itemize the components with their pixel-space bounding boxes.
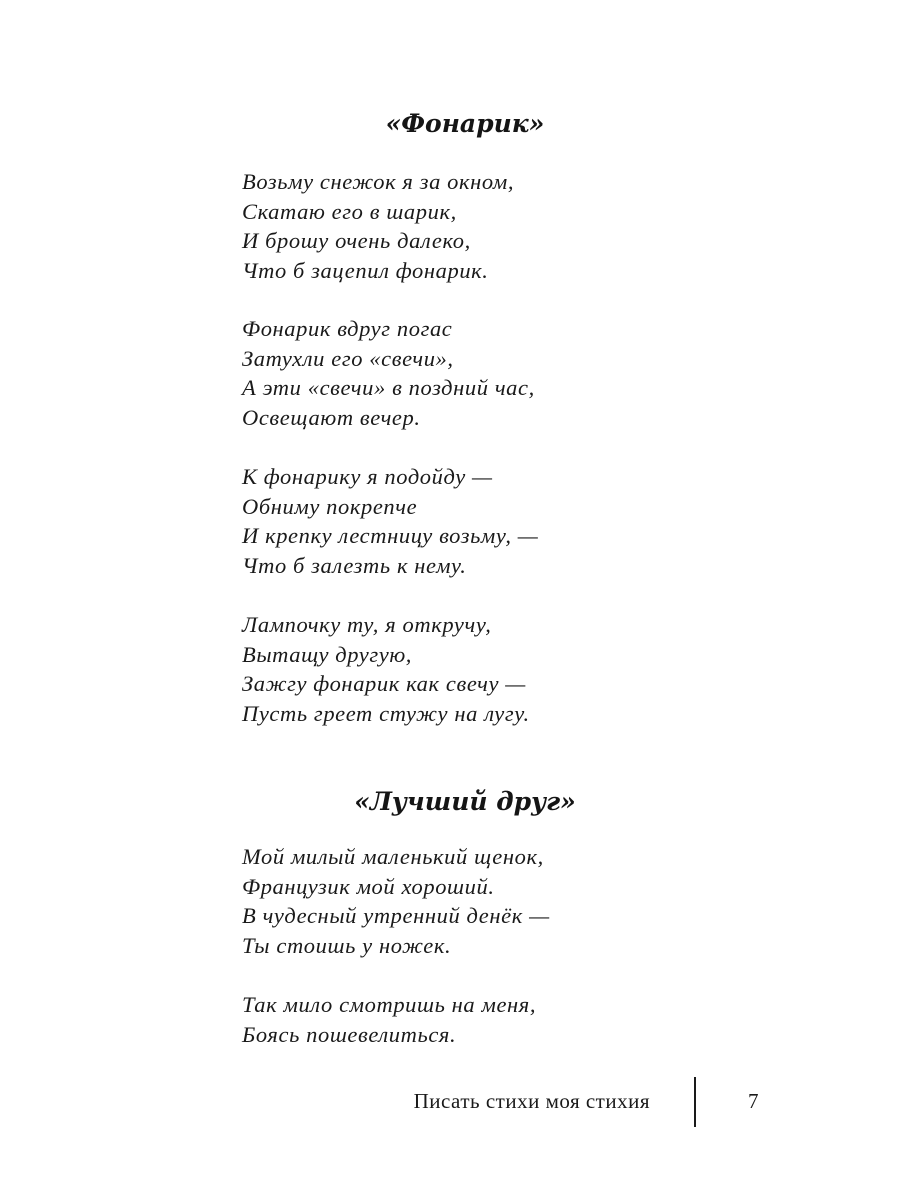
poem-line: Французик мой хороший. (242, 873, 495, 899)
stanza (242, 167, 514, 285)
stanza (242, 462, 538, 580)
poem-line: К фонарику я подойду — (242, 464, 493, 489)
poem-line: Затухли его «свечи», (242, 345, 454, 371)
footer-divider (694, 1077, 696, 1127)
poem-line: Фонарик вдруг погас (242, 316, 453, 341)
poem-line: А эти «свечи» в поздний час, (242, 375, 535, 400)
poem-line: Что б зацепил фонарик. (242, 257, 489, 283)
poem-line: Так мило смотришь на меня, (242, 992, 537, 1017)
poem-line: Пусть греет стужу на лугу. (242, 700, 530, 726)
poem-line: Ты стоишь у ножек. (242, 932, 452, 958)
poem-title-fonarik: «Фонарик» (385, 109, 545, 138)
poem-line: Мой милый маленький щенок, (242, 844, 544, 869)
poem-line: Скатаю его в шарик, (242, 198, 457, 224)
poem-line: Зажгу фонарик как свечу — (242, 671, 526, 696)
poem-line: Что б залезть к нему. (242, 552, 467, 578)
stanza (242, 314, 535, 432)
stanza (242, 610, 530, 728)
poem-line: Боясь пошевелиться. (242, 1021, 457, 1047)
stanza (242, 842, 550, 960)
poem-line: Обниму покрепче (242, 493, 418, 519)
poem-line: В чудесный утренний денёк — (242, 903, 550, 928)
poem-line: Вытащу другую, (242, 641, 413, 667)
poem-title-luchshiy-drug: «Лучший друг» (354, 787, 576, 816)
poem-line: Возьму снежок я за окном, (242, 169, 515, 194)
stanza (242, 990, 536, 1049)
poem-line: Лампочку ту, я откручу, (242, 612, 492, 637)
running-footer-book-title: Писать стихи моя стихия (413, 1089, 650, 1113)
poem-line: Освещают вечер. (242, 404, 421, 430)
page-number: 7 (748, 1089, 759, 1113)
poem-line: И брошу очень далеко, (242, 228, 471, 253)
poem-line: И крепку лестницу возьму, — (242, 523, 539, 548)
